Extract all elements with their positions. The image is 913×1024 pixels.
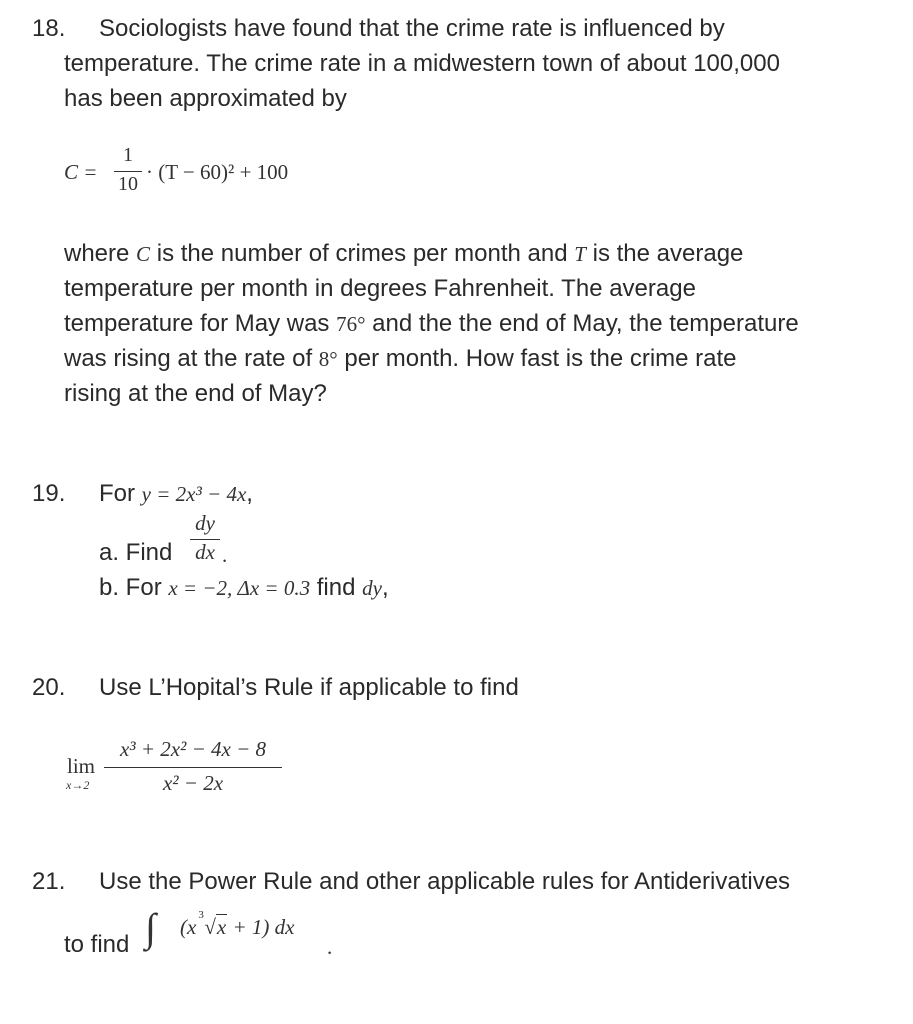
- q18-may-temp: 76°: [336, 312, 366, 336]
- q21-integrand-open: (x: [180, 915, 197, 939]
- q19-function: y = 2x³ − 4x: [141, 482, 247, 506]
- q20-numerator: x³ + 2x² − 4x − 8: [119, 737, 267, 761]
- q19-for-label: For: [99, 480, 142, 507]
- q18-body-line-1: [64, 236, 743, 272]
- question-number-18: 18.: [32, 15, 66, 42]
- q21-to-find: to find: [64, 931, 130, 958]
- q18-var-C: C: [136, 242, 151, 266]
- integral-sign: ∫: [145, 905, 156, 950]
- q18-body-l3-a: temperature for May was: [64, 310, 337, 337]
- q21-text: Use the Power Rule and other applicable rules for Antiderivatives: [99, 868, 791, 895]
- q18-body-line-2: temperature per month in degrees Fahrenheit. The average: [64, 275, 696, 302]
- q19-for-comma: ,: [246, 480, 253, 507]
- q21-integrand-close: + 1) dx: [227, 915, 295, 939]
- question-number-19: 19.: [32, 480, 66, 507]
- q20-denominator: x² − 2x: [162, 771, 224, 795]
- q18-body-l1-c: is the average: [585, 240, 744, 267]
- q20-lim-subscript: x→2: [66, 778, 90, 792]
- q18-eq-rest: · (T − 60)² + 100: [146, 160, 289, 184]
- cube-root: [198, 909, 227, 940]
- q20-fraction-bar: [104, 767, 282, 768]
- question-number-20: 20.: [32, 674, 66, 701]
- q18-body-l1-a: where: [64, 240, 137, 267]
- q18-rate: 8°: [318, 347, 338, 371]
- q19-part-a-denominator: dx: [195, 540, 215, 564]
- q18-eq-denominator: 10: [118, 173, 138, 195]
- q18-body-l3-b: and the the end of May, the temperature: [365, 310, 799, 337]
- q19-part-a-numerator: dy: [195, 511, 215, 535]
- q21-integrand: [180, 909, 295, 940]
- q19-part-b-line: [99, 570, 389, 606]
- q18-body-l1-b: is the number of crimes per month and: [150, 240, 575, 267]
- question-number-21: 21.: [32, 868, 66, 895]
- radical-icon: √: [204, 915, 216, 939]
- q19-part-b-comma: ,: [381, 574, 389, 601]
- q20-text: Use L’Hopital’s Rule if applicable to find: [99, 674, 519, 701]
- q19-part-b-label: b. For: [99, 574, 169, 601]
- q18-body-line-3: [64, 306, 799, 342]
- q18-body-line-4: [64, 341, 737, 377]
- cube-root-index: 3: [198, 909, 204, 921]
- q18-body-l4-b: per month. How fast is the crime rate: [337, 345, 737, 372]
- q19-for-line: [99, 476, 253, 512]
- q19-part-a-period: .: [222, 543, 228, 567]
- q18-body-l4-a: was rising at the rate of: [64, 345, 319, 372]
- q18-eq-numerator: 1: [123, 144, 133, 166]
- q18-intro-line-3: has been approximated by: [64, 85, 347, 112]
- q19-part-b-values: x = −2, Δx = 0.3: [168, 576, 311, 600]
- q18-eq-lhs: C =: [64, 160, 98, 184]
- q20-lim: lim: [67, 754, 96, 778]
- q18-intro-line-2: temperature. The crime rate in a midwestern town of about 100,000: [64, 50, 780, 77]
- q21-period: .: [327, 935, 333, 959]
- q19-part-b-dy: dy: [362, 576, 382, 600]
- q19-part-a-label: a. Find: [99, 539, 173, 566]
- cube-root-radicand: x: [216, 915, 227, 939]
- q18-eq-fraction-bar: [114, 171, 142, 172]
- q18-var-T: T: [574, 242, 586, 266]
- q19-part-b-find: find: [310, 574, 363, 601]
- q18-body-line-5: rising at the end of May?: [64, 380, 327, 407]
- q18-intro-line-1: Sociologists have found that the crime rate is influenced by: [99, 15, 725, 42]
